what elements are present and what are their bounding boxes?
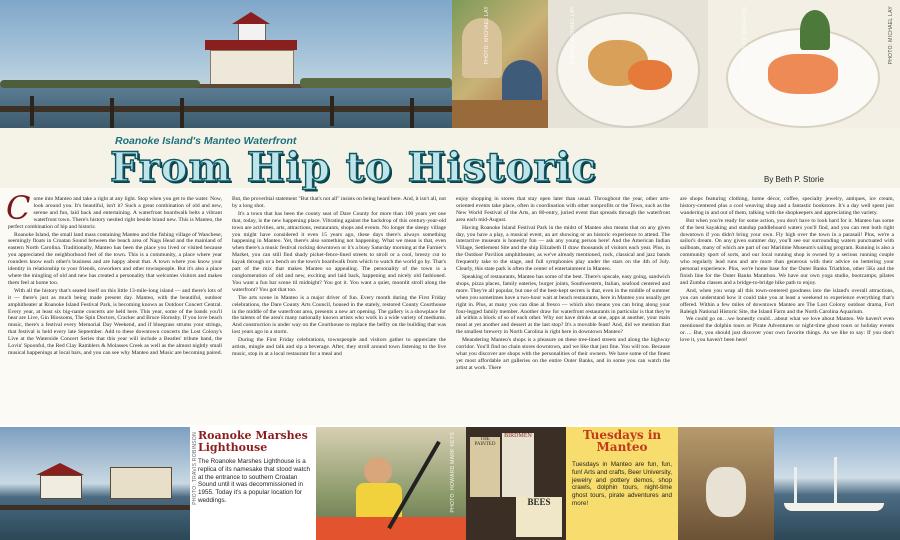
- article-paragraph: Meandering Manteo's shops is a pleasure on these tree-lined streets and along the highway corridor. You'll find no chain stores downtown, and we like that just fine. You will too. Because what you discover are shops with the personalities of their owners. We have some of the finest yet most affordable art galleries on the entire Outer Banks, and in some you can watch the artist at work. There: [456, 337, 670, 371]
- article-byline: By Beth P. Storie: [764, 175, 824, 184]
- lighthouse-harbor-photo: [0, 0, 452, 140]
- lighthouse-sidebar-text: The Roanoke Marshes Lighthouse is a replica of its namesake that stood watch at the entrance to southern Croatan Sound until it was decommissioned in 1955. Today it's a popular location for weddings.: [198, 458, 311, 504]
- article-column-4: [680, 196, 894, 345]
- article-kicker: Roanoke Island's Manteo Waterfront: [115, 135, 297, 147]
- top-photo-strip: [0, 0, 900, 140]
- book-cover: BIRDMEN: [502, 433, 534, 497]
- tuesdays-sidebar: [566, 427, 678, 540]
- article-column-1: [6, 189, 222, 358]
- article-paragraph: But when you're ready for some action, you don't have to look hard for it. Manteo has some of the best kayaking and standup paddleboard waters you'll find, and you can rent both right downtown if you didn't bring your own. Fly high over the town in a parasail! Plus, we're a sailor's dream. On any given summer day, you'll see our surrounding waters punctuated with sailboats, many of which are part of our Maritime Museum's sailing program. Running is also a community sport of sorts, and our local running shop is owned by a serious running couple who regularly lead runs and are more than generous with their advice on bettering your personal experience. Plus, we're home base for the Outer Banks Triathlon, other 5Ks and the finish line for the Outer Banks Marathon. We have our own yoga studio, bootcamps, pilates and Zumba classes and a bridge-to-bridge bike path to enjoy.: [680, 217, 894, 286]
- article-paragraph: With all the history that's seated itself on this little 13-mile-long island — and there's lots of it — there's just as much being made present day. Manteo, with the beautiful, outdoor amphitheater at Roanoke Island Festival Park, is becoming known as Outdoor Concert Central. Every year, at least six big-name concerts are held here. This year, some of the bands you'll hear are Live, Gin Blossoms, The Spin Doctors, Cracker and Bruce Hornsby. If you love beach music, there's a festival every Memorial Day Weekend, and if bluegrass strums your strings, that festival is held every late September. Add to these downtown concerts the Lost Colony's Live at the Waterside Concert Series that this year will include a Beatles' tribute band, the Lovin' Spoonful, the Red Clay Ramblers & Molasses Creek as well as the almost nightly small musical happenings at local bars, and you can see why Manteo and Music are becoming paired.: [8, 287, 222, 356]
- photo-credit: PHOTO: KRISTI MIDGETTE: [742, 6, 748, 77]
- farmers-market-photo: [452, 0, 548, 140]
- bookstore-photo: [466, 427, 566, 540]
- photo-credit: PHOTO: TRAVIS ROBINSON: [192, 432, 198, 505]
- article-column-2: [232, 196, 446, 359]
- lighthouse-sidebar-title: Roanoke Marshes Lighthouse: [198, 429, 308, 454]
- article-paragraph: Having Roanoke Island Festival Park in the midst of Manteo also means that on any given day, you have a play, a musical event, an art showing or an historic experience to attend. The interactive museum is honestly fun — ask any young person here! And the American Indian Village, Settlement Site and the ship Elizabeth II draw thousands of visitors each year. Plus, in the Outdoor Pavilion amphitheater, as we've already mentioned, rock, classical and jazz bands frequently take to the stage, and full symphonies play under the stars on the 4th of July. Clearly, this state park is often the center of entertainment in Manteo.: [456, 224, 670, 273]
- photo-credit: PHOTO: MICHAEL LAY: [570, 6, 576, 65]
- article-paragraph: are shops featuring clothing, home décor, coffee, specialty jewelry, antiques, ice cream, history-centered plus a cool weaving shop and a fantastic bookstore. It's a day well spent just wandering in and out of them, talking with the shopkeepers and appreciating the variety.: [680, 196, 894, 216]
- article-paragraph: During the First Friday celebrations, townspeople and visitors gather to appreciate the artists, mingle and talk and sip a beverage. After, they stroll around town listening to the live music, stop in at a local restaurant for a meal and: [232, 337, 446, 357]
- lighthouse-marsh-photo: [0, 427, 190, 540]
- kayaker-photo: [316, 427, 466, 540]
- article-paragraph: The arts scene in Manteo is a major driver of fun. Every month during the First Friday celebrations, the Dare County Arts Council, housed in the stately, restored County Courthouse in the middle of the waterfront area, presents a new art opening. The gallery is a showplace for the talents of the area's many nationally known artists who work in a wide variety of mediums. And construction is under way on the Courthouse to replace the belfry on the building that was lost years ago in a storm.: [232, 294, 446, 336]
- article-paragraph: enjoy shopping in stores that stay open later than usual. Throughout the year, other arts-oriented events take place, often in coordination with other nonprofits or the Town, such as the New World Festival of the Arts, an 80-entry, juried event that spreads through the waterfront area each mid-August.: [456, 196, 670, 223]
- article-paragraph: Speaking of restaurants, Manteo has some of the best. There's upscale, easy going, sandwich shops, pizza places, family eateries, burger joints, Southwestern, Italian, seafood centered and more. They're all popular, but one of the best-kept secrets is that, even in the middle of summer when you sometimes have a two-hour wait at beach restaurants, here in Manteo you usually get right in. Plus, at many you can dine al fresco — which also means you can bring along your four-legged family member. Another draw for waterfront restaurants in particular is that they're all within a block of so of each other. Why not have drinks at one, apps at another, your main meal at yet another and dessert at the last stop? It's a movable feast! And, did we mention that the smallest brewery in North Carolina is right here in downtown Manteo?: [456, 273, 670, 336]
- drop-cap: C: [6, 189, 31, 227]
- article-paragraph: It's a town that has been the county seat of Dare County for more than 100 years yet one that, today, is the new happening place. Vibrating against the backdrop of this century-year-old town are activities, arts, attractions, restaurants, shops and events. No longer the sleepy village you might have considered it even 15 years ago, these days there's always something happening in Manteo. Yet, there's also something not happening. What we mean is that, even when there's a music festival rocking downtown or it's a busy Saturday morning at the Farmer's Market, you can still find shady picket-fence-lined streets to stroll or a cool, breezy cut to kayak through or a bench on the town's boardwalk from which to watch the world go by. That's part of the mix that makes Manteo so appealing. The personality of the town is a conglomeration of old and new, exciting and laid back, happening and nicely old fashioned. You want a fun bar scene til midnight? You got it. You want a quiet, moonlit stroll along the waterfront? You got that too.: [232, 210, 446, 293]
- article-paragraph: And, when you wrap all this town-centered goodness into the island's overall attractions, you can understand how it could take you at least a weekend to experience everything that's offered. Within a few miles of downtown Manteo are The Lost Colony outdoor drama, Fort Raleigh National Historic Site, the Island Farm and the North Carolina Aquarium.: [680, 287, 894, 315]
- article-paragraph: Come into Manteo and take a right at any light. Stop when you get to the water. Now, look around you. It's beautiful, isn't it? Such a great combination of old and new, serene and fun, laid back and entertaining. A waterfront boardwalk belts a vibrant waterfront town. There's history nestled right beside brand new. This is Manteo, the perfect combination of hip and historic.: [6, 189, 222, 230]
- lighthouse-lantern: [238, 22, 266, 42]
- article-paragraph: Roanoke Island, the small land mass containing Manteo and the fishing village of Wanchese, seemingly floats in Croatan Sound between the beach area of Nags Head and the mainland of eastern North Carolina. Traditionally, Manteo has been the place you lived or visited because you appreciated the neighborhood feel of the town. This is a community, a place where year rounders know each other's business and are happy about that. A town where you know your identity in relationship to your friends, coworkers and other townspeople. But it's also a place where the mingling of old and new has created a personality that welcomes visitors and makes them feel at home too.: [8, 231, 222, 286]
- tuesdays-title: Tuesdays in Manteo: [582, 428, 662, 454]
- photo-credit: PHOTO: MICHAEL LAY: [484, 6, 490, 65]
- shop-dog-photo: [678, 427, 774, 540]
- book-cover: BEES: [516, 497, 562, 537]
- article-headline: From Hip to Historic: [110, 144, 597, 191]
- photo-credit: PHOTO: MICHAEL LAY: [888, 6, 894, 65]
- tuesdays-text: Tuesdays in Manteo are fun, fun, fun! Arts and crafts, Beer University, jewelry and pottery demos, shop crawls, dolphin tours, night-time ghost tours, pirate adventures and more!: [572, 461, 672, 507]
- photo-credit: PHOTO: HOWARD MARK KEYS: [450, 432, 456, 513]
- article-paragraph: We could go on…we honestly could…about what we love about Manteo. We haven't even mentioned the dolphin tours or Pirate Adventures or night-time ghost tours or holiday events or…. But, you should just discover your own favorite things. As we like to say: If you don't love it, you haven't been here!: [680, 316, 894, 344]
- waterfront-boats-photo: [774, 427, 900, 540]
- article-paragraph: But, the proverbial statement "But that's not all" insists on being heard here. And, it isn't all, not by a long shot.: [232, 196, 446, 209]
- book-cover: THE PAINTED: [470, 437, 500, 497]
- article-column-3: [456, 196, 670, 373]
- shrimp-dish-photo: [708, 0, 900, 140]
